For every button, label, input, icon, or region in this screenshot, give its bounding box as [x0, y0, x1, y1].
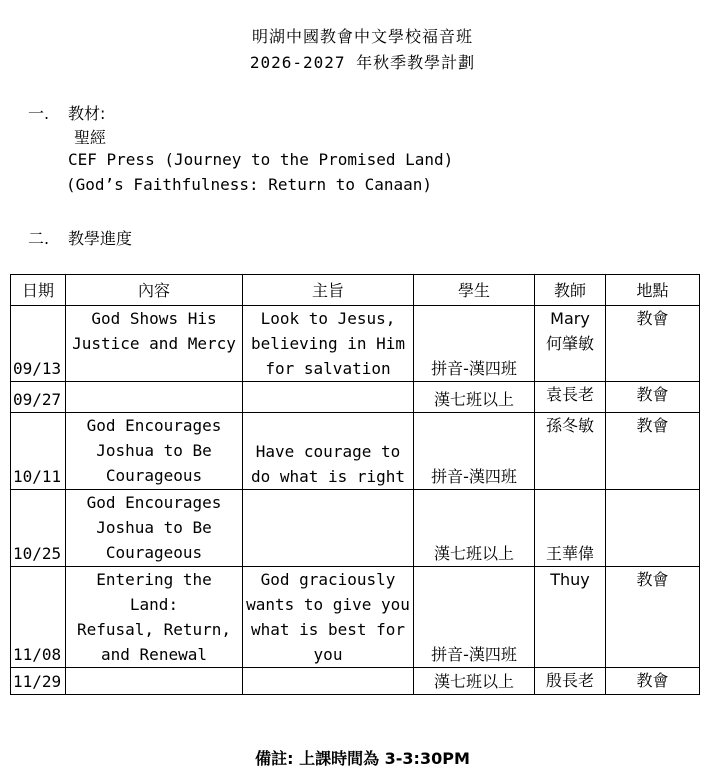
section-heading: 教學進度 — [68, 229, 133, 248]
cell-student: 漢七班以上 — [414, 382, 535, 413]
section-materials-heading — [28, 101, 105, 124]
cell-date: 10/11 — [11, 413, 66, 490]
table-row — [11, 490, 700, 567]
cell-content: God Shows His Justice and Mercy — [66, 306, 243, 382]
cell-date: 09/27 — [11, 382, 66, 413]
cell-place: 教會 — [606, 306, 700, 382]
cell-theme: God graciously wants to give you what is best for you — [243, 567, 414, 668]
section-number: 一. — [28, 104, 50, 123]
material-line: 聖經 — [74, 128, 107, 147]
cell-place: 教會 — [606, 413, 700, 490]
cell-teacher: 王華偉 — [535, 490, 606, 567]
header-teacher: 教師 — [535, 275, 606, 306]
cell-place: 教會 — [606, 382, 700, 413]
document-title: 明湖中國教會中文學校福音班 — [251, 27, 473, 46]
cell-student: 拼音-漢四班 — [414, 567, 535, 668]
header-content: 內容 — [66, 275, 243, 306]
header-place: 地點 — [606, 275, 700, 306]
cell-content: God Encourages Joshua to Be Courageous — [66, 413, 243, 490]
cell-content — [66, 382, 243, 413]
cell-student: 漢七班以上 — [414, 490, 535, 567]
table-row — [11, 668, 700, 695]
cell-date: 11/08 — [11, 567, 66, 668]
cell-student: 拼音-漢四班 — [414, 413, 535, 490]
table-row — [11, 306, 700, 382]
table-row — [11, 567, 700, 668]
cell-place: 教會 — [606, 567, 700, 668]
cell-content — [66, 668, 243, 695]
cell-teacher: 殷長老 — [535, 668, 606, 695]
section-number: 二. — [28, 229, 50, 248]
header-theme: 主旨 — [243, 275, 414, 306]
table-row — [11, 382, 700, 413]
cell-place — [606, 490, 700, 567]
material-line: CEF Press (Journey to the Promised Land) — [68, 150, 454, 169]
material-line: (God’s Faithfulness: Return to Canaan) — [66, 175, 433, 194]
section-schedule-heading — [28, 226, 132, 249]
header-student: 學生 — [414, 275, 535, 306]
cell-date: 11/29 — [11, 668, 66, 695]
cell-student: 拼音-漢四班 — [414, 306, 535, 382]
cell-teacher: Mary 何肇敏 — [535, 306, 606, 382]
cell-date: 09/13 — [11, 306, 66, 382]
cell-content: Entering the Land: Refusal, Return, and Renewal — [66, 567, 243, 668]
table-row — [11, 413, 700, 490]
cell-place: 教會 — [606, 668, 700, 695]
cell-teacher: Thuy — [535, 567, 606, 668]
schedule-table — [10, 274, 700, 695]
cell-theme: Have courage to do what is right — [243, 413, 414, 490]
footer-note: 備註: 上課時間為 3-3:30PM — [255, 749, 470, 768]
cell-theme — [243, 668, 414, 695]
cell-theme: Look to Jesus, believing in Him for salvation — [243, 306, 414, 382]
cell-student: 漢七班以上 — [414, 668, 535, 695]
cell-date: 10/25 — [11, 490, 66, 567]
header-date: 日期 — [11, 275, 66, 306]
cell-content: God Encourages Joshua to Be Courageous — [66, 490, 243, 567]
cell-teacher: 孫冬敏 — [535, 413, 606, 490]
cell-theme — [243, 382, 414, 413]
section-heading: 教材: — [68, 104, 106, 123]
document-subtitle: 2026-2027 年秋季教學計劃 — [249, 53, 476, 72]
cell-theme — [243, 490, 414, 567]
cell-teacher: 袁長老 — [535, 382, 606, 413]
table-header-row — [11, 275, 700, 306]
